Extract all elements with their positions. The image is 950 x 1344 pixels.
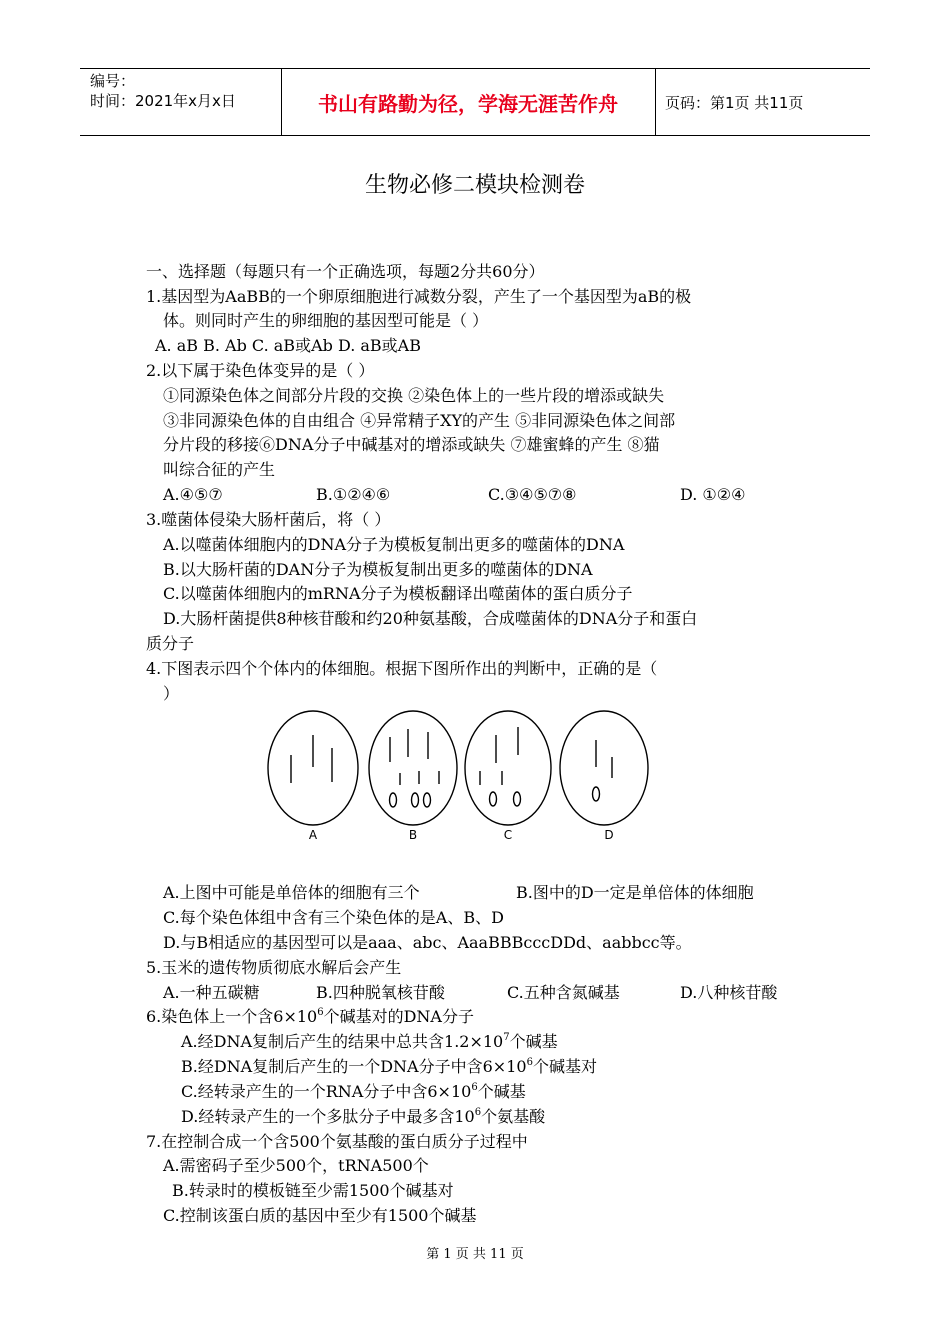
q3-option-d-line2: 质分子: [146, 634, 195, 653]
q6-option-d: [181, 1106, 545, 1128]
figure-label-a: A: [308, 828, 318, 842]
q6-option-c-text: C.经转录产生的一个RNA分子中含6×10: [181, 1082, 472, 1101]
q2-option-a: A.④⑤⑦: [163, 485, 223, 504]
q6-stem-exponent: 6: [317, 1007, 324, 1018]
q4-option-a: A.上图中可能是单倍体的细胞有三个: [163, 883, 420, 902]
q2-option-b: B.①②④⑥: [316, 485, 391, 504]
q7-option-c: C.控制该蛋白质的基因中至少有1500个碱基: [163, 1206, 477, 1225]
cell-b-chromosome: [412, 793, 419, 807]
q2-line4: 叫综合征的产生: [163, 460, 276, 479]
q4-option-d: D.与B相适应的基因型可以是aaa、abc、AaaBBBcccDDd、aabbcc等。: [163, 933, 692, 952]
cell-c-outline: [465, 711, 551, 825]
q6-option-b-text-end: 个碱基对: [532, 1057, 597, 1076]
q1-stem-line2: 体。则同时产生的卵细胞的基因型可能是（ ）: [163, 311, 489, 330]
q2-option-d: D. ①②④: [680, 485, 746, 504]
cell-d-chromosome: [593, 787, 600, 801]
q2-line1: ①同源染色体之间部分片段的交换 ②染色体上的一些片段的增添或缺失: [163, 386, 665, 405]
q1-options: A. aB B. Ab C. aB或Ab D. aB或AB: [155, 336, 421, 355]
q4-option-c: C.每个染色体组中含有三个染色体的是A、B、D: [163, 908, 504, 927]
q4-stem-line2: ）: [163, 684, 180, 703]
q5-option-a: A.一种五碳糖: [163, 983, 260, 1002]
cell-d-outline: [560, 711, 648, 825]
q6-option-a-text: A.经DNA复制后产生的结果中总共含1.2×10: [181, 1032, 504, 1051]
q4-cell-figure: [260, 705, 660, 850]
q6-option-b: [181, 1056, 597, 1078]
cell-c-chromosome: [490, 792, 497, 806]
q3-option-b: B.以大肠杆菌的DAN分子为模板复制出更多的噬菌体的DNA: [163, 560, 593, 579]
header-divider-right: [655, 68, 656, 136]
q6-option-b-exponent: 6: [526, 1057, 533, 1068]
figure-label-d: D: [604, 828, 614, 842]
cell-a-outline: [268, 711, 358, 825]
q6-stem-text: 6.染色体上一个含6×10: [146, 1007, 318, 1026]
q7-option-a: A.需密码子至少500个，tRNA500个: [163, 1156, 429, 1175]
q6-option-c-text-end: 个碱基: [477, 1082, 526, 1101]
q5-option-d: D.八种核苷酸: [680, 983, 778, 1002]
header-date-label: 时间：2021年x月x日: [90, 92, 236, 110]
cell-c-chromosome: [514, 792, 521, 806]
header-left-cell: [90, 71, 236, 111]
q6-option-c: [181, 1081, 526, 1103]
q6-option-d-exponent: 6: [474, 1107, 482, 1118]
header-page-info: 页码：第1页 共11页: [665, 94, 804, 112]
cell-b-chromosome: [390, 793, 397, 807]
q2-stem: 2.以下属于染色体变异的是（ ）: [146, 361, 375, 380]
header-number-label: 编号：: [90, 72, 136, 90]
q6-option-d-text-end: 个氨基酸: [481, 1107, 546, 1126]
q2-line3: 分片段的移接⑥DNA分子中碱基对的增添或缺失 ⑦雄蜜蜂的产生 ⑧猫: [163, 435, 660, 454]
q6-stem-text-end: 个碱基对的DNA分子: [323, 1007, 474, 1026]
q6-option-a-text-end: 个碱基: [509, 1032, 558, 1051]
header-top-rule: [80, 68, 870, 69]
section-heading: 一、选择题（每题只有一个正确选项，每题2分共60分）: [146, 262, 545, 281]
cell-b-chromosome: [424, 793, 431, 807]
q6-option-a: [181, 1031, 558, 1053]
header-bottom-rule: [80, 135, 870, 136]
q7-option-b: B.转录时的模板链至少需1500个碱基对: [172, 1181, 454, 1200]
q6-stem: [146, 1006, 474, 1028]
q5-option-c: C.五种含氮碱基: [507, 983, 620, 1002]
q4-stem-line1: 4.下图表示四个个体内的体细胞。根据下图所作出的判断中，正确的是（: [146, 659, 658, 678]
q6-option-a-exponent: 7: [503, 1032, 510, 1043]
q5-stem: 5.玉米的遗传物质彻底水解后会产生: [146, 958, 402, 977]
figure-label-c: C: [503, 828, 513, 842]
document-title: 生物必修二模块检测卷: [364, 173, 585, 198]
q6-option-d-text: D.经转录产生的一个多肽分子中最多含10: [181, 1107, 475, 1126]
q3-option-d-line1: D.大肠杆菌提供8种核苷酸和约20种氨基酸，合成噬菌体的DNA分子和蛋白: [163, 609, 698, 628]
q2-option-c: C.③④⑤⑦⑧: [488, 485, 577, 504]
header-motto: 书山有路勤为径，学海无涯苦作舟: [318, 92, 618, 116]
q4-option-b: B.图中的D一定是单倍体的体细胞: [516, 883, 754, 902]
q3-option-c: C.以噬菌体细胞内的mRNA分子为模板翻译出噬菌体的蛋白质分子: [163, 584, 633, 603]
q1-stem-line1: 1.基因型为AaBB的一个卵原细胞进行减数分裂，产生了一个基因型为aB的极: [146, 287, 692, 306]
q3-stem: 3.噬菌体侵染大肠杆菌后，将（ ）: [146, 510, 391, 529]
figure-label-b: B: [408, 828, 418, 842]
page-footer: 第 1 页 共 11 页: [426, 1247, 524, 1262]
q2-line2: ③非同源染色体的自由组合 ④异常精子XY的产生 ⑤非同源染色体之间部: [163, 411, 676, 430]
q6-option-c-exponent: 6: [471, 1082, 478, 1093]
cell-b-outline: [369, 711, 457, 825]
q6-option-b-text: B.经DNA复制后产生的一个DNA分子中含6×10: [181, 1057, 527, 1076]
q3-option-a: A.以噬菌体细胞内的DNA分子为模板复制出更多的噬菌体的DNA: [163, 535, 625, 554]
q7-stem: 7.在控制合成一个含500个氨基酸的蛋白质分子过程中: [146, 1132, 528, 1151]
q5-option-b: B.四种脱氧核苷酸: [316, 983, 445, 1002]
